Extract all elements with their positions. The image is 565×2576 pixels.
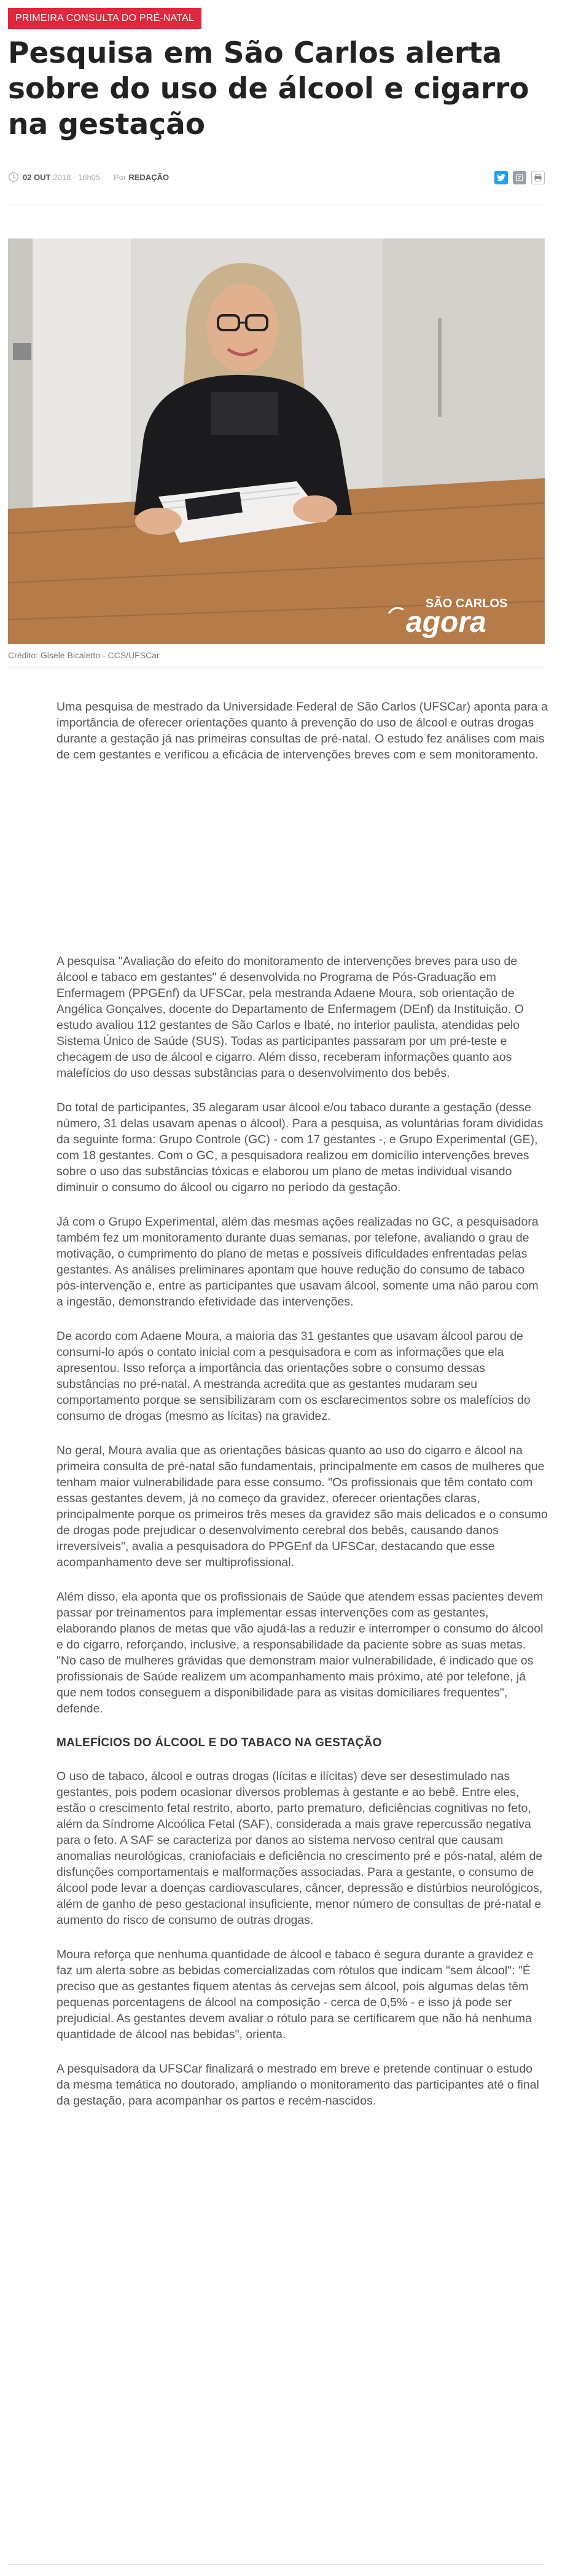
publish-time: 2018 - 16h05 [53,172,101,182]
article-paragraph: Moura reforça que nenhuma quantidade de álcool e tabaco é segura durante a gravidez e faz um alerta sobre as bebidas comercializadas com rótulos que indicam "sem álcool": "É preciso que as gestantes fiquem atentas às cervejas sem álcool, pois algumas delas têm pequenas porcentagens de álcool na composição - cerca de 0,5% - e isso já pode ser prejudicial. As gestantes devem avaliar o rótulo para se certificarem que não há nenhuma quantidade de álcool nas bebidas", orienta. [56,1948,534,2041]
divider [8,667,545,668]
twitter-share-button[interactable] [494,171,508,184]
photo-watermark-line2: agora [406,606,486,639]
share-buttons [494,171,545,184]
article-paragraph: De acordo com Adaene Moura, a maioria das 31 gestantes que usavam álcool parou de consumi-lo após o contato inicial com a pesquisadora e com as informações que ela apresentou. Isso reforça a importância das orientações sobre o consumo dessas substâncias no pré-natal. A mestranda acredita que as gestantes mudaram seu comportamento porque se sensibilizaram com os esclarecimentos sobre os malefícios do consumo de drogas (mesmo as lícitas) na gravidez. [56,1329,531,1423]
category-label[interactable]: PRIMEIRA CONSULTA DO PRÉ-NATAL [8,8,201,29]
byline-prefix: Por [114,172,127,182]
twitter-icon [497,174,505,181]
author-name[interactable]: REDAÇÃO [128,172,170,182]
article-paragraph: Já com o Grupo Experimental, além das mesmas ações realizadas no GC, a pesquisadora também fez um monitoramento durante duas semanas, por telefone, avaliando o grau de motivação, o cumprimento do plano de metas e possíveis dificuldades enfrentadas pelas gestantes. As análises preliminares apontam que houve redução do consumo de tabaco pós-intervenção e, entre as participantes que usavam álcool, somente uma não parou com a ingestão, demonstrando efetividade das intervenções. [56,1215,539,1309]
print-icon [534,173,542,182]
article-body [56,699,548,2127]
photo-watermark-line1: SÃO CARLOS [426,597,508,610]
article-paragraph: Do total de participantes, 35 alegaram usar álcool e/ou tabaco durante a gestação (desse número, 31 delas usavam apenas o álcool). Para a pesquisa, as voluntárias foram divididas da seguinte forma: Grupo Controle (GC) - com 17 gestantes -, e Grupo Experimental (GE), com 18 gestantes. Com o GC, a pesquisadora realizou em domicílio intervenções breves sobre o uso das substâncias tóxicas e elaborou um plano de metas individual visando diminuir o consumo do álcool ou cigarro no período da gestação. [56,1101,544,1194]
divider [8,2564,545,2565]
whatsapp-icon [515,173,524,182]
article-meta [8,170,545,184]
page-title: Pesquisa em São Carlos alerta sobre do uso de álcool e cigarro na gestação [8,36,529,141]
researcher-photo [8,238,545,644]
print-button[interactable] [531,171,545,184]
article-photo [8,238,545,644]
article-paragraph: Uma pesquisa de mestrado da Universidade Federal de São Carlos (UFSCar) aponta para a importância de oferecer orientações quanto à prevenção do uso de álcool e outras drogas durante a gestação já nas primeiras consultas de pré-natal. O estudo fez análises com mais de cem gestantes e verificou a eficácia de intervenções breves com e sem monitoramento. [56,700,548,762]
photo-credit: Crédito: Gisele Bicaletto - CCS/UFSCar [8,650,160,660]
article-paragraph: A pesquisa "Avaliação do efeito do monitoramento de intervenções breves para uso de álcool e tabaco em gestantes" é desenvolvida no Programa de Pós-Graduação em Enfermagem (PPGEnf) da UFSCar, pela mestranda Adaene Moura, sob orientação de Angélica Gonçalves, docente do Departamento de Enfermagem (DEnf) da Instituição. O estudo avaliou 112 gestantes de São Carlos e Ibaté, no interior paulista, atendidas pelo Sistema Único de Saúde (SUS). Todas as participantes passaram por um pré-teste e checagem de uso de álcool e cigarro. Além disso, receberam informações quanto aos malefícios do uso dessas substâncias para o desenvolvimento dos bebês. [56,955,524,1080]
whatsapp-share-button[interactable] [513,171,526,184]
article-paragraph: A pesquisadora da UFSCar finalizará o mestrado em breve e pretende continuar o estudo da mesma temática no doutorado, ampliando o monitoramento das participantes até o final da gestação, para acompanhar os partos e recém-nascidos. [56,2062,539,2108]
publish-date: 02 OUT [23,172,51,182]
article-paragraph: Além disso, ela aponta que os profissionais de Saúde que atendem essas pacientes devem passar por treinamentos para implementar essas intervenções com as gestantes, elaborando planos de metas que vão ajudá-las a reduzir e interromper o consumo do álcool e do cigarro, reforçando, inclusive, a responsabilidade da paciente sobre as suas metas. "No caso de mulheres grávidas que demonstram maior vulnerabilidade, é indicado que os profissionais de Saúde realizem um acompanhamento mais próximo, até por telefone, já que nem todos conseguem a disponibilidade para as visitas domiciliares frequentes", defende. [56,1590,544,1715]
clock-icon [8,171,19,183]
article-paragraph: No geral, Moura avalia que as orientações básicas quanto ao uso do cigarro e álcool na primeira consulta de pré-natal são fundamentais, principalmente em casos de mulheres que tenham maior vulnerabilidade para esse consumo. "Os profissionais que têm contato com essas gestantes devem, já no começo da gravidez, oferecer orientações claras, principalmente porque os primeiros três meses da gravidez são mais delicados e o consumo de drogas pode prejudicar o desenvolvimento cerebral dos bebês, causando danos irreversíveis", avalia a pesquisadora do PPGEnf da UFSCar, destacando que esse acompanhamento deve ser multiprofissional. [56,1444,548,1569]
article-paragraph: O uso de tabaco, álcool e outras drogas (lícitas e ilícitas) deve ser desestimulado nas gestantes, pois podem ocasionar diversos problemas à gestante e ao bebê. Entre eles, estão o crescimento fetal restrito, aborto, parto prematuro, deficiências cognitivas no feto, além da Síndrome Alcoólica Fetal (SAF), considerada a mais grave repercussão negativa para o feto. A SAF se caracteriza por danos ao sistema nervoso central que causam anomalias neurológicas, craniofaciais e deficiência no crescimento pré e pós-natal, além de disfunções comportamentais e malformações associadas. Para a gestante, o consumo de álcool pode levar a doenças cardiovasculares, câncer, depressão e distúrbios neurológicos, além de ganho de peso gestacional insuficiente, menor número de consultas de pré-natal e aumento do risco de consumo de outras drogas. [56,1770,543,1927]
section-subheading: MALEFÍCIOS DO ÁLCOOL E DO TABACO NA GESTAÇÃO [56,1736,382,1749]
